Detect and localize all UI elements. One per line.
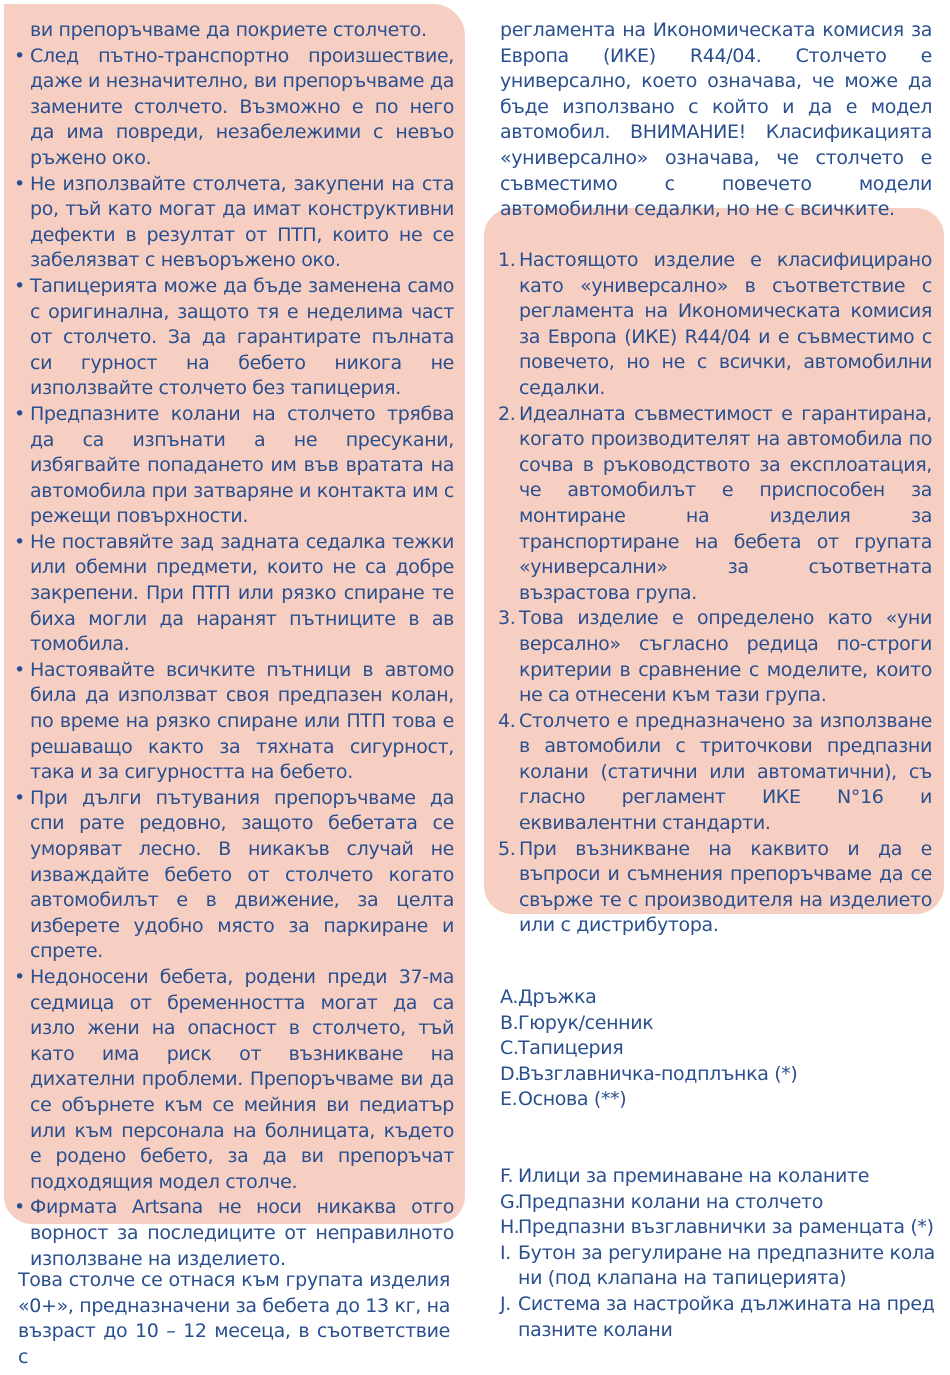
compatibility-item xyxy=(498,248,932,402)
part-letter: I. xyxy=(500,1241,511,1264)
part-letter: D. xyxy=(500,1062,520,1085)
compatibility-list xyxy=(498,248,932,939)
warning-text: Фирмата Artsana не носи никаква отго ворност за последиците от неправилното използване на изделието. xyxy=(30,1196,454,1270)
part-letter: A. xyxy=(500,986,519,1008)
warnings-list xyxy=(14,18,454,1272)
part-label: Основа (**) xyxy=(518,1088,627,1111)
part-item xyxy=(500,1241,940,1292)
part-item xyxy=(500,985,940,1011)
part-letter: C. xyxy=(500,1037,519,1060)
part-item xyxy=(500,1190,940,1216)
part-label: Предпазни колани на столчето xyxy=(518,1190,824,1213)
warning-item xyxy=(14,965,454,1195)
part-item xyxy=(500,1011,940,1037)
regulation-paragraph: регламента на Икономическата комисия за Европа (ИКЕ) R44/04. Столчето е универсално, което означава, че може да бъде използвано с който и да е модел автомобил. ВНИМАНИЕ! Класификацията «универсално» означава, че столчето е съвместимо с повечето модели автомобилни седалки, но не с всичките. xyxy=(500,19,932,221)
item-number: 4. xyxy=(498,709,516,732)
item-text: Идеалната съвместимост е гарантирана, когато производителят на автомобила по сочва в ръководството за експлоатация, че автомобилът е приспособен за монтиране на изделия за транспортиране на бебета от групата «универсални» за съответната възрастова група. xyxy=(519,402,932,604)
part-letter: J. xyxy=(500,1292,511,1315)
warning-text: След пътно-транспортно произшествие, даже и незначително, ви препоръчваме да замените столчето. Възможно е по него да има повреди, незабележими с невъо ръжено око. xyxy=(30,44,454,169)
part-letter: E. xyxy=(500,1088,518,1111)
part-label: Дръжка xyxy=(518,986,597,1008)
part-label: Илици за преминаване на коланите xyxy=(518,1165,870,1187)
warning-text: Недоносени бебета, родени преди 37-ма седмица от бременността могат да са изло жени на опасност в столчето, тъй като има риск от възникване на дихателни проблеми. Препоръчваме ви да се обърнете към се мейния ви педиатър или към персонала на болницата, където е родено бебето, за да ви препоръчат подходящия модел столче. xyxy=(30,965,454,1193)
warning-item xyxy=(14,402,454,530)
item-number: 2. xyxy=(498,402,516,425)
warning-item xyxy=(14,172,454,274)
item-number: 1. xyxy=(498,249,516,271)
part-item xyxy=(500,1292,940,1343)
warning-text: При дълги пътувания препоръчваме да спи рате редовно, защото бебетата се уморяват лесно. В никакъв случай не изваждайте бебето от столчето когато автомобилът е в движение, за целта изберете удобно място за паркиране и спрете. xyxy=(30,786,454,963)
part-item xyxy=(500,1087,940,1113)
item-number: 3. xyxy=(498,607,516,630)
warning-text: Настоявайте всичките пътници в автомо била да използват своя предпазен колан, по време на рязко спиране или ПТП това е решаващо както за тяхната сигурност, така и за сигурността на бебето. xyxy=(30,658,454,784)
warning-text: ви препоръчваме да покриете столчето. xyxy=(30,19,427,41)
warning-item xyxy=(14,530,454,658)
part-letter: H. xyxy=(500,1216,520,1239)
item-text: При възникване на каквито и да е въпроси и съмнения препоръчваме да се свърже те с производителя на изделието или с дистрибутора. xyxy=(519,837,932,937)
part-label: Система за настройка дължината на пред пазните колани xyxy=(518,1292,935,1341)
warning-item xyxy=(14,44,454,172)
part-item xyxy=(500,1164,940,1190)
warning-text: Не използвайте столчета, закупени на ста ро, тъй като могат да имат конструктивни дефекти в резултат от ПТП, които не се забелязват с невъоръжено око. xyxy=(30,172,454,272)
part-item xyxy=(500,1036,940,1062)
item-text: Столчето е предназначено за използване в автомобили с триточкови предпазни колани (статични или автоматични), съ гласно регламент ИКЕ N°16 и еквивалентни стандарти. xyxy=(519,709,932,835)
warning-item xyxy=(14,274,454,402)
compatibility-item xyxy=(498,402,932,607)
item-text: Това изделие е определено като «уни версално» съгласно редица по-строги критерии в сравнение с моделите, които не са отнесени към тази група. xyxy=(519,607,932,707)
warning-item xyxy=(14,786,454,965)
part-label: Гюрук/сенник xyxy=(518,1011,654,1034)
compatibility-item xyxy=(498,837,932,939)
part-item xyxy=(500,1215,940,1241)
item-number: 5. xyxy=(498,837,516,860)
warning-item xyxy=(14,658,454,786)
warning-text: Тапицерията може да бъде заменена само с оригинална, защото тя е неделима част от столчето. За да гарантирате пълната си гурност на бебето никога не използвайте столчето без тапицерия. xyxy=(30,274,454,400)
warning-text: Не поставяйте зад задната седалка тежки или обемни предмети, които не са добре закрепени. При ПТП или рязко спиране те биха могли да наранят пътниците в ав томобила. xyxy=(30,530,454,656)
parts-list-f xyxy=(500,1164,940,1343)
part-letter: B. xyxy=(500,1011,519,1034)
compatibility-item xyxy=(498,606,932,708)
part-label: Бутон за регулиране на предпазните кола ни (под клапана на тапицерията) xyxy=(518,1241,935,1290)
part-label: Предпазни възглавнички за раменцата (*) xyxy=(518,1216,934,1239)
warning-text: Предпазните колани на столчето трябва да са изпънати а не пресукани, избягвайте попадането им във вратата на автомобила при затваряне и контакта им с режещи повърхности. xyxy=(30,402,454,528)
part-letter: F. xyxy=(500,1165,514,1187)
warning-item xyxy=(14,1195,454,1272)
part-label: Тапицерия xyxy=(518,1037,624,1060)
part-letter: G. xyxy=(500,1190,521,1213)
warning-item xyxy=(14,18,454,44)
part-label: Възглавничка-подплънка (*) xyxy=(518,1062,798,1085)
parts-list-a xyxy=(500,985,940,1113)
compatibility-item xyxy=(498,709,932,837)
item-text: Настоящото изделие е класифицирано като «универсално» в съответствие с регламента на Икономическата комисия за Европа (ИКЕ) R44/04 и е съвместимо с повечето, но не с всички, автомобилни седалки. xyxy=(519,249,932,399)
part-item xyxy=(500,1062,940,1088)
group-intro-paragraph: Това столче се отнася към групата изделия «0+», предназначени за бебета до 13 кг, на възраст до 10 – 12 месеца, в съответствие с xyxy=(18,1269,450,1368)
